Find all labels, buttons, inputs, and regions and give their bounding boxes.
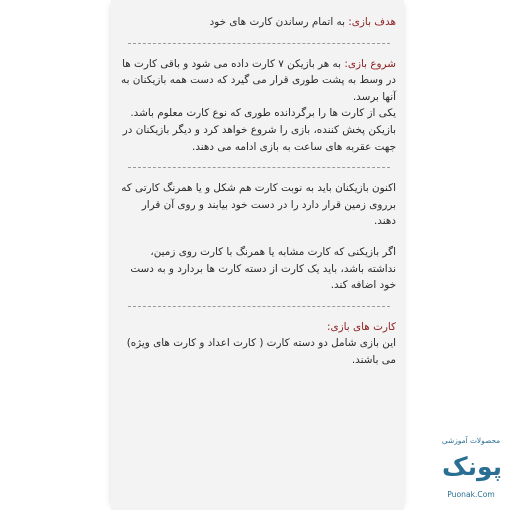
play-section — [121, 180, 396, 294]
goal-text: به اتمام رساندن کارت های خود — [209, 16, 349, 28]
cards-text: این بازی شامل دو دسته کارت ( کارت اعداد و کارت های ویژه) می باشند. — [126, 337, 396, 366]
cards-section — [121, 319, 396, 369]
brand-name: پونک — [441, 452, 503, 481]
start-paragraph-1: به هر بازیکن ۷ کارت داده می شود و باقی کارت ها در وسط به پشت طوری قرار می گیرد که دست همه بازیکنان به آنها برسد. — [121, 57, 396, 103]
cards-label: کارت های بازی: — [326, 320, 396, 333]
play-paragraph-2: اگر بازیکنی که کارت مشابه یا همرنگ با کارت روی زمین، نداشته باشد، باید یک کارت از دسته کارت ها بردارد و به دست خود اضافه کند. — [130, 245, 396, 292]
divider — [128, 167, 390, 168]
goal-section — [121, 14, 396, 31]
goal-label: هدف بازی: — [348, 16, 396, 28]
brand-tagline: محصولات آموزشی — [441, 436, 501, 445]
brand-url: Puonak.Com — [447, 490, 495, 499]
start-section — [121, 56, 396, 156]
instructions-text — [121, 14, 396, 369]
divider — [128, 306, 390, 307]
brand-logo — [440, 448, 504, 482]
start-paragraph-2: یکی از کارت ها را برگردانده طوری که نوع کارت معلوم باشد. — [130, 107, 396, 120]
start-paragraph-3: بازیکن پخش کننده، بازی را شروع خواهد کرد و دیگر بازیکنان در جهت عقربه های ساعت به بازی ادامه می دهند. — [122, 123, 396, 153]
start-label: شروع بازی: — [344, 57, 396, 70]
play-paragraph-1: اکنون بازیکنان باید به نوبت کارت هم شکل و یا همرنگ کارتی که برروی زمین قرار دارد را در دست خود بیابند و روی آن قرار دهند. — [121, 182, 396, 228]
divider — [128, 43, 390, 44]
